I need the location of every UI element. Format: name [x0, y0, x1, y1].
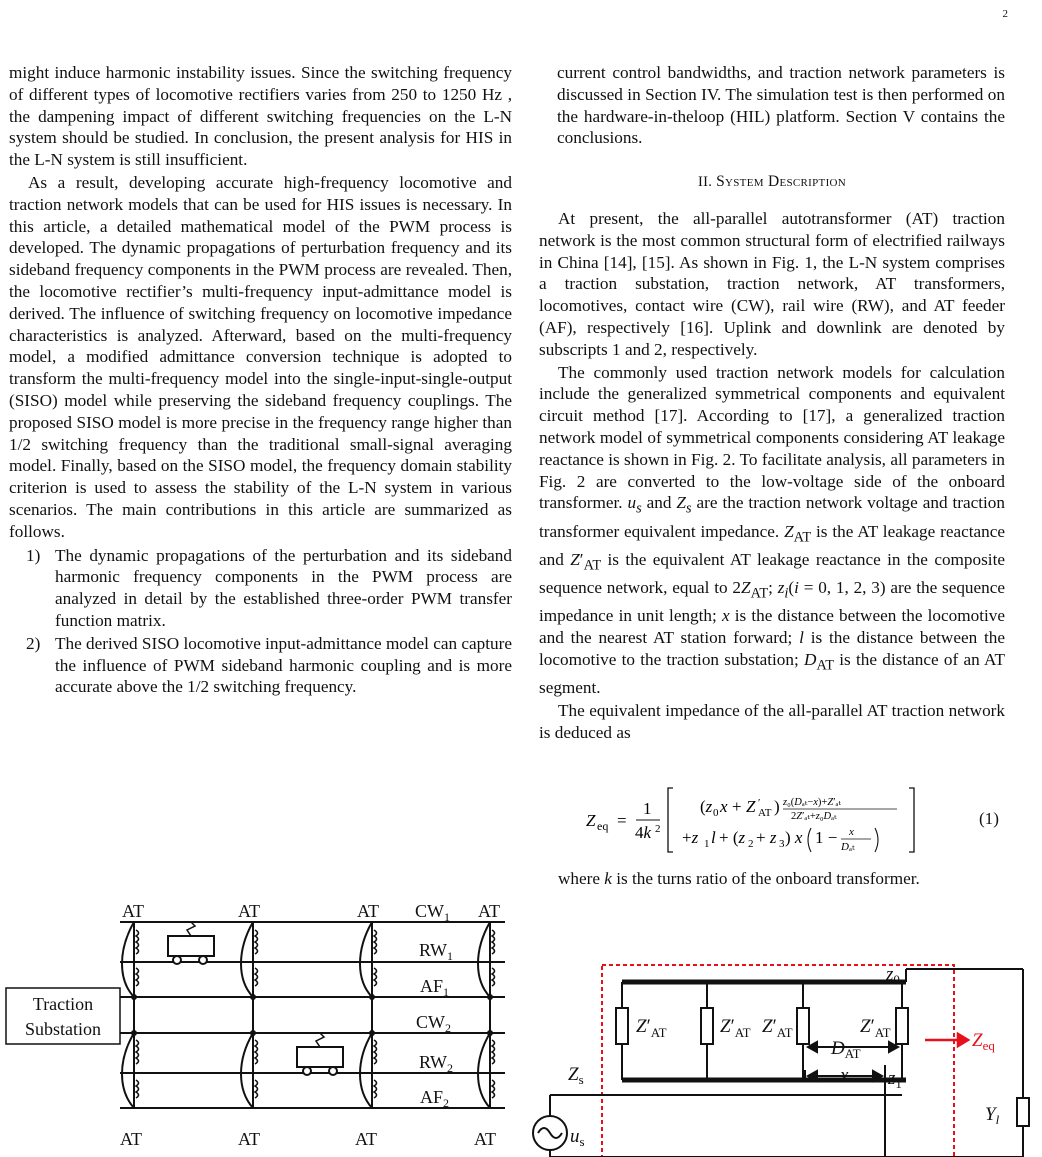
zat-label: $Z'_{AT}$ [720, 1016, 751, 1040]
right-column [539, 62, 1005, 890]
equation-formula [539, 780, 959, 858]
svg-text:): ) [774, 796, 780, 816]
svg-text:Z: Z [746, 796, 756, 816]
svg-text:AT: AT [758, 806, 772, 819]
svg-text:3: 3 [779, 837, 785, 850]
left-column [9, 62, 512, 699]
section-title: System Description [716, 173, 847, 191]
zs-label: $Z_s$ [568, 1064, 584, 1087]
wire-label: $AF_1$ [420, 976, 450, 999]
zat-label: $Z'_{AT}$ [860, 1016, 891, 1040]
svg-text:z₀(Dₐₜ−x)+Z′ₐₜ: z₀(Dₐₜ−x)+Z′ₐₜ [783, 796, 841, 808]
paragraph: The equivalent impedance of the all-parallel AT traction network is deduced as [539, 700, 1005, 742]
yl-resistor [1017, 1098, 1029, 1126]
svg-text:+: + [732, 796, 742, 816]
at-label: AT [238, 901, 260, 921]
svg-text:=: = [617, 810, 627, 830]
at-label: AT [478, 901, 500, 921]
paragraph: At present, the all-parallel autotransformer (AT) traction network is the most common structural form of electrified railways in China [14], [15]. As shown in Fig. 1, the L-N system comprises a traction substation, traction network, AT transformers, locomotives, contact wire (CW), rail wire (RW), and AT feeder (AF), respectively [16]. Uplink and downlink are denoted by subscripts 1 and 2, respectively. [539, 208, 1005, 359]
wire-label: $AF_2$ [420, 1087, 450, 1110]
zat-resistor [701, 1008, 713, 1044]
fig1-traction-network-diagram [0, 900, 520, 1157]
svg-text:2: 2 [655, 822, 661, 835]
at-label: AT [238, 1129, 260, 1149]
contributions-list [9, 545, 512, 699]
substation-label-2: Substation [24, 1019, 102, 1039]
paragraph: current control bandwidths, and traction network parameters is discussed in Section IV. The simulation test is then performed on the hardware-in-theloop (HIL) platform. Section V contains the conclusions. [557, 63, 1005, 148]
fig2-equivalent-circuit [530, 960, 1042, 1157]
svg-text:Dₐₜ: Dₐₜ [841, 840, 855, 853]
dat-label: $D_{AT}$ [831, 1038, 861, 1061]
list-item [9, 545, 512, 632]
svg-text:eq: eq [597, 818, 609, 833]
equation-1 [539, 780, 1005, 858]
svg-text:x: x [720, 796, 728, 816]
svg-text:0: 0 [713, 806, 719, 819]
at-label: AT [355, 1129, 377, 1149]
section-heading [539, 171, 1005, 194]
zat-resistor [797, 1008, 809, 1044]
svg-text:1: 1 [643, 798, 652, 818]
zat-resistor [896, 1008, 908, 1044]
at-label: AT [120, 1129, 142, 1149]
wire-label: $RW_2$ [419, 1052, 454, 1075]
list-text: The dynamic propagations of the perturbation and its sideband harmonic frequency components in the PWM process are analyzed in detail by the established three-order PWM transfer function matrix. [55, 545, 512, 630]
wire-label: $RW_1$ [419, 940, 454, 963]
svg-text:l: l [711, 827, 716, 847]
svg-text:′: ′ [758, 796, 761, 809]
svg-text:1: 1 [704, 837, 710, 850]
svg-text:Z: Z [586, 810, 596, 830]
svg-text:(z: (z [700, 796, 713, 816]
z0-label: $z_0$ [886, 964, 900, 987]
svg-text:+ (z: + (z [719, 827, 746, 847]
svg-text:+z: +z [682, 827, 699, 847]
at-label: AT [474, 1129, 496, 1149]
svg-text:1 −: 1 − [815, 827, 838, 847]
zat-label: $Z'_{AT}$ [636, 1016, 667, 1040]
paragraph: The commonly used traction network models for calculation include the generalized symmetrical components and equivalent circuit method [17]. According to [17], a generalized traction network model of symmetrical components considering AT leakage reactance is shown in Fig. 2. To facilitate analysis, all parameters in Fig. 2 are converted to the low-voltage side of the onboard transformer. $u_s$ and $Z_s$ are the traction network voltage and traction transformer equivalent impedance. $Z_{AT}$ is the AT leakage reactance and $Z'_{AT}$ is the equivalent AT leakage reactance in the composite sequence network, equal to $2Z_{AT}$; $z_i(i = 0$, 1, 2, 3) are the sequence impedance in unit length; x is the distance between the locomotive and the nearest AT station forward; l is the distance between the locomotive to the traction substation; $D_{AT}$ is the distance of an AT segment. [539, 362, 1005, 698]
list-number: 2) [26, 633, 41, 653]
at-label: AT [122, 901, 144, 921]
list-text: The derived SISO locomotive input-admittance model can capture the influence of PWM sideband harmonic coupling and is more accurate above the 1/2 switching frequency. [55, 633, 512, 697]
substation-label-1: Traction [32, 994, 94, 1014]
z1-label: $z_1$ [888, 1068, 902, 1091]
svg-text:+ z: + z [756, 827, 777, 847]
section-number: II. [697, 174, 713, 191]
zat-label: $Z'_{AT}$ [762, 1016, 793, 1040]
svg-text:x: x [849, 825, 854, 838]
svg-text:2Z′ₐₜ+z₀Dₐₜ: 2Z′ₐₜ+z₀Dₐₜ [791, 810, 837, 822]
wire-label: $CW_1$ [415, 901, 450, 924]
page-number: 2 [1002, 8, 1008, 20]
zeq-arrow-icon [925, 1034, 968, 1046]
wire-label: $CW_2$ [416, 1012, 451, 1035]
x-label: x [840, 1065, 849, 1086]
locomotive-icon [297, 1033, 343, 1075]
paragraph: As a result, developing accurate high-frequency locomotive and traction network models that can be used for HIS issues is necessary. In this article, a detailed mathematical model of the PWM process is developed. The dynamic propagations of perturbation frequency and its sideband frequency components in the PWM process are revealed. Then, the locomotive rectifier’s multi-frequency input-admittance model is derived. The influence of switching frequency on locomotive impedance characteristics is analyzed. Afterward, based on the multi-frequency model, a modified admittance conversion technique is adopted to transform the multi-frequency model into the single-input-single-output (SISO) model while preserving the sideband frequency couplings. The proposed SISO model is more precise in the frequency range higher than 1/2 switching frequency than the traditional small-signal averaging model. Finally, based on the SISO model, the frequency domain stability criterion is used to assess the stability of the L-N system in various scenarios. The main contributions in this article are summarized as follows. [9, 172, 512, 541]
paragraph: where k is the turns ratio of the onboard transformer. [558, 868, 920, 888]
list-number: 1) [26, 545, 41, 565]
at-label: AT [357, 901, 379, 921]
zeq-label: $Z_{eq}$ [972, 1030, 995, 1053]
svg-text:4k: 4k [635, 822, 652, 842]
list-item [9, 633, 512, 698]
paragraph: might induce harmonic instability issues. Since the switching frequency of different types of locomotive rectifiers varies from 250 to 1250 Hz , the dampening impact of different switching frequencies on the L-N system should be studied. In conclusion, the present analysis for HIS in the L-N system is still insufficient. [9, 63, 512, 170]
equation-number: (1) [978, 808, 999, 828]
locomotive-icon [168, 922, 214, 964]
svg-text:2: 2 [748, 837, 754, 850]
svg-text:) x: ) x [785, 827, 803, 847]
yl-label: $Y_l$ [985, 1104, 1000, 1127]
zat-resistor [616, 1008, 628, 1044]
us-label: $u_s$ [570, 1126, 585, 1149]
